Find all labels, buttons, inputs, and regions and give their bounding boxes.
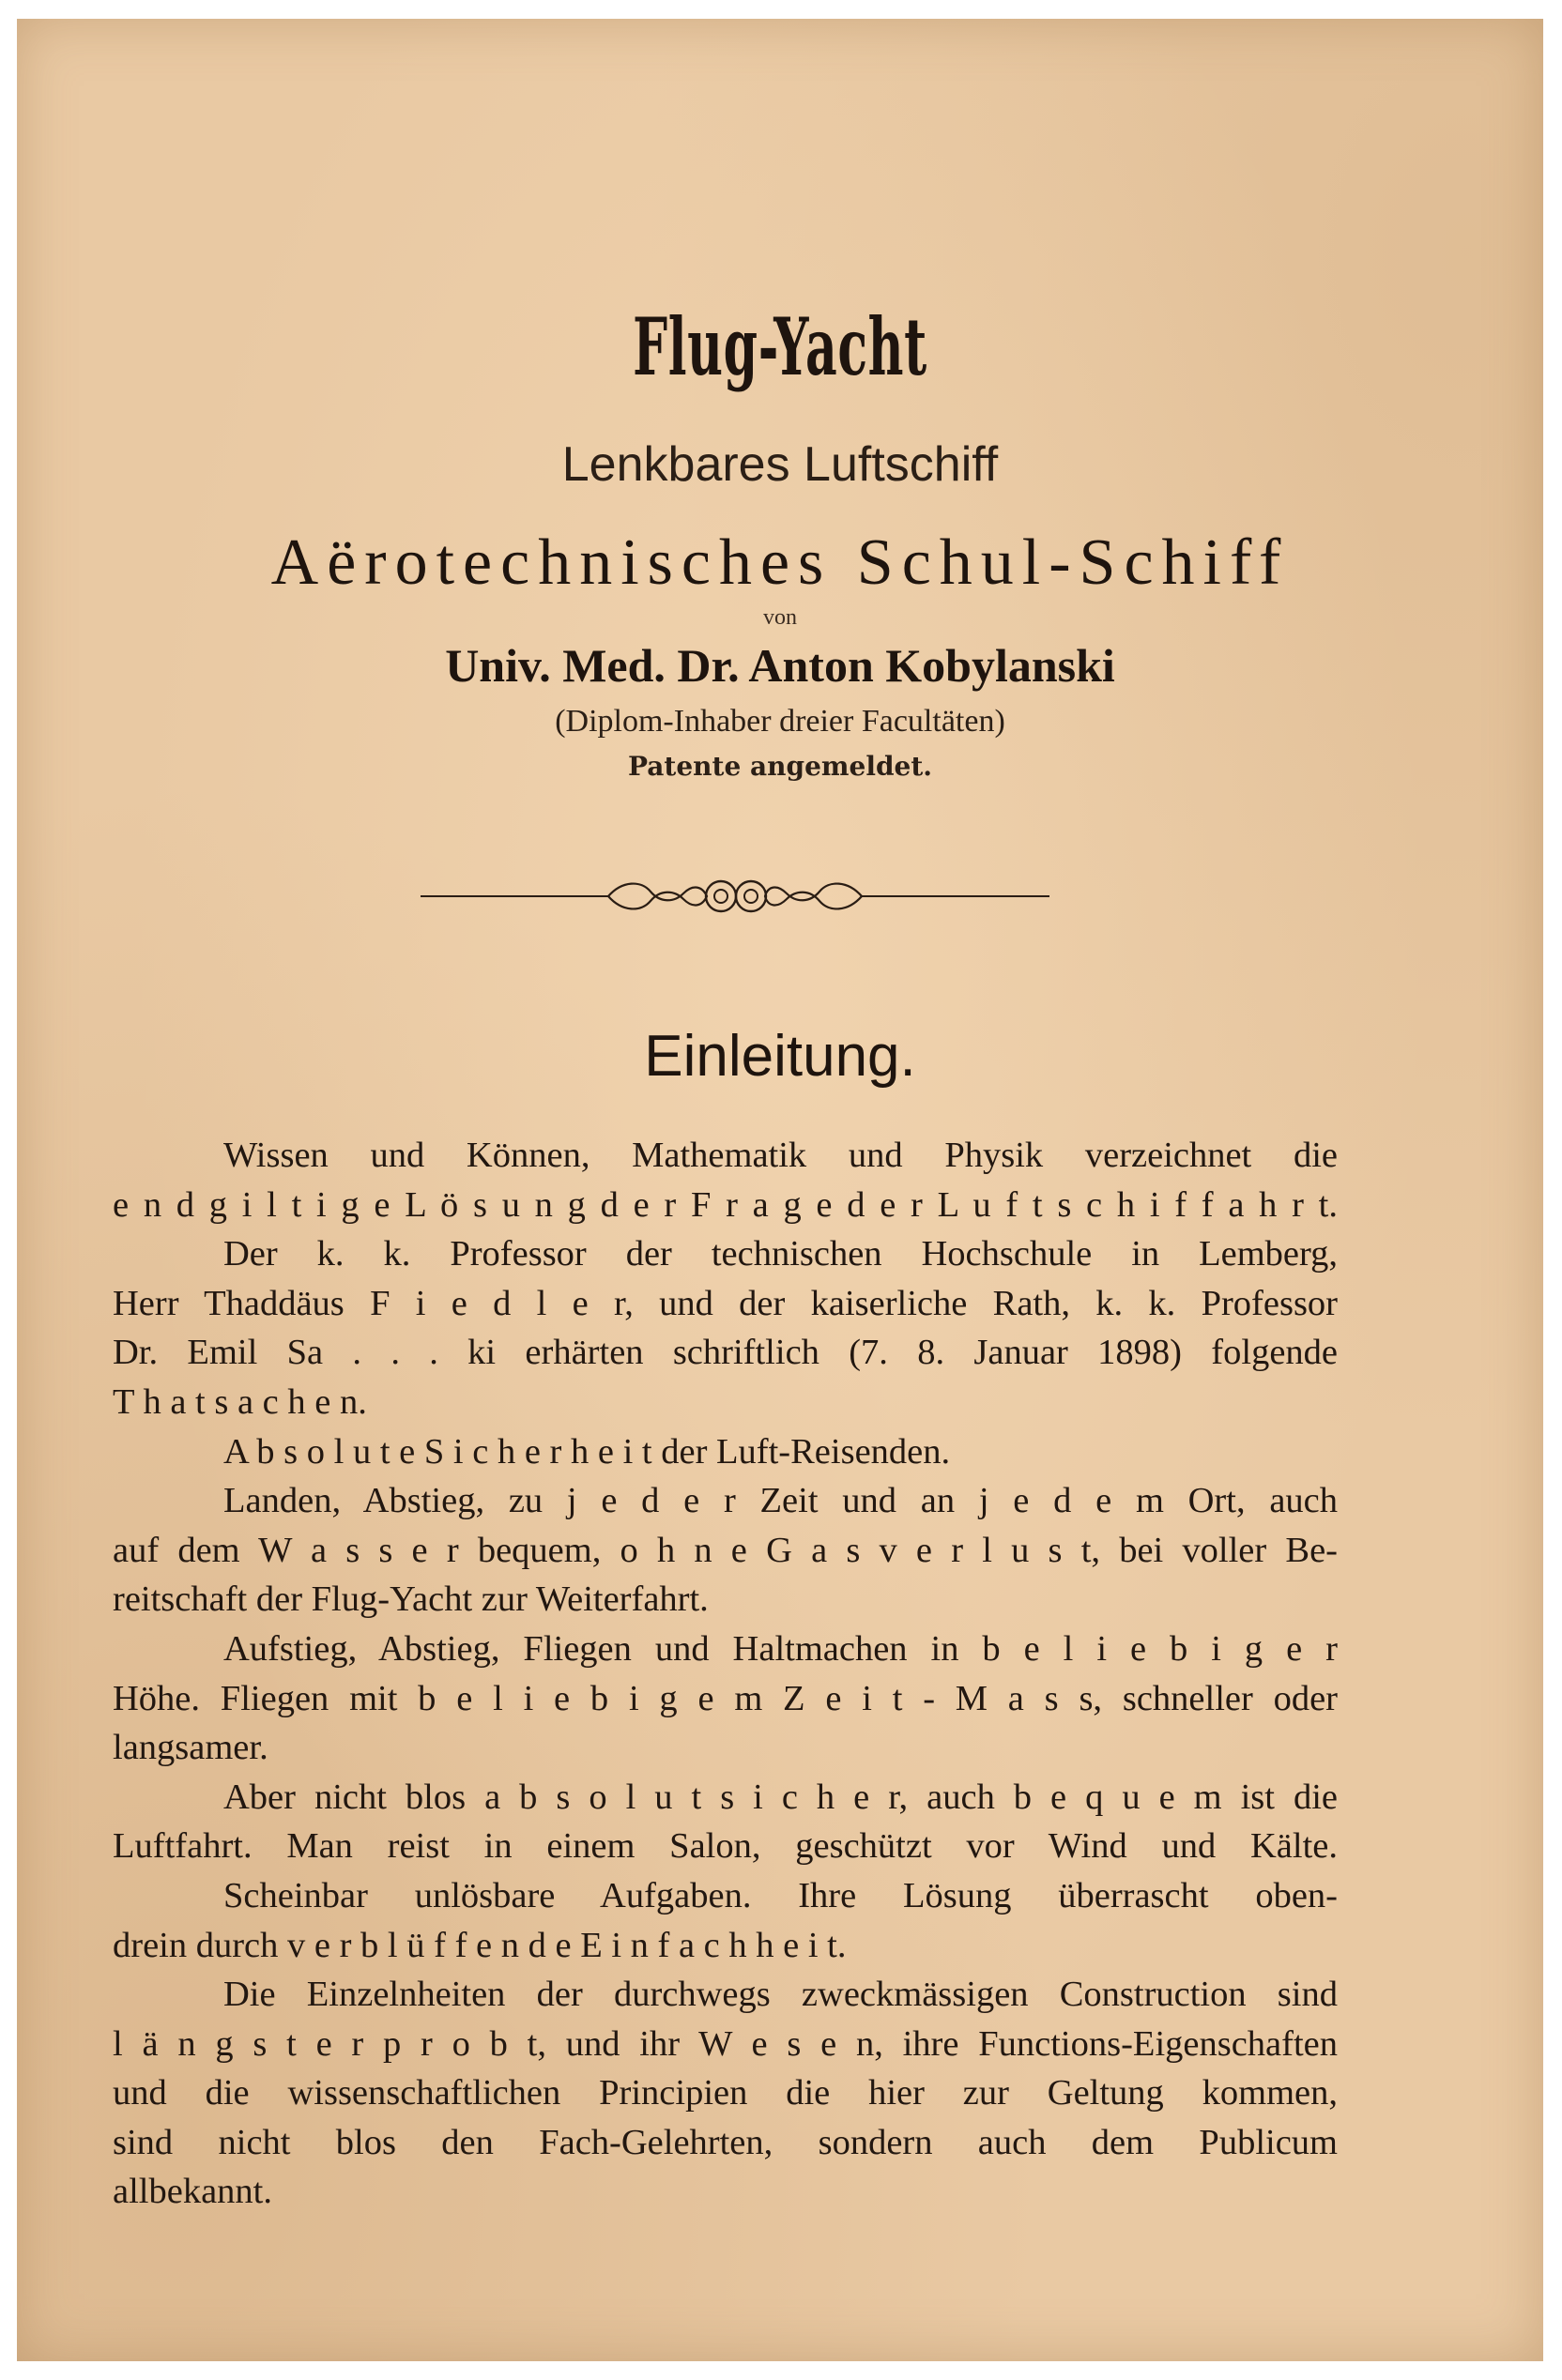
- text-line: Luftfahrt. Man reist in einem Salon, geschützt vor Wind und Kälte.: [113, 1826, 1338, 1867]
- text-line: Die Einzelnheiten der durchwegs zweckmässigen Construction sind: [223, 1975, 1338, 2015]
- text-line: drein durch v e r b l ü f f e n d e E i n f a c h h e i t.: [113, 1925, 847, 1965]
- text-line: sind nicht blos den Fach-Gelehrten, sondern auch dem Publicum: [113, 2122, 1338, 2162]
- text-line: allbekannt.: [113, 2172, 272, 2212]
- text-line: und die wissenschaftlichen Principien die hier zur Geltung kommen,: [113, 2073, 1338, 2113]
- text-line: Aber nicht blos a b s o l u t s i c h e r, auch b e q u e m ist die: [223, 1777, 1338, 1817]
- text-line: T h a t s a c h e n.: [113, 1381, 367, 1422]
- document-page: [17, 19, 1543, 2361]
- author-credentials: (Diplom-Inhaber dreier Facultäten): [555, 704, 1005, 739]
- text-line: langsamer.: [113, 1728, 268, 1768]
- ornament-divider-icon: [421, 873, 1049, 920]
- text-line: Höhe. Fliegen mit b e l i e b i g e m Z e i t - M a s s, schneller oder: [113, 1678, 1338, 1718]
- text-line: l ä n g s t e r p r o b t, und ihr W e s e n, ihre Functions-Eigenschaften: [113, 2023, 1338, 2064]
- text-line: Herr Thaddäus F i e d l e r, und der kaiserliche Rath, k. k. Professor: [113, 1283, 1338, 1323]
- subtitle-lenkbares-luftschiff: Lenkbares Luftschiff: [561, 437, 999, 492]
- body-text: [113, 1131, 1338, 2217]
- text-line: Dr. Emil Sa . . . ki erhärten schriftlich (7. 8. Januar 1898) folgende: [113, 1333, 1338, 1373]
- text-line: auf dem W a s s e r bequem, o h n e G a s v e r l u s t, bei voller Be-: [113, 1530, 1338, 1570]
- subtitle-schul-schiff: Aërotechnisches Schul-Schiff: [270, 526, 1290, 599]
- text-line: reitschaft der Flug-Yacht zur Weiterfahrt.: [113, 1579, 709, 1620]
- text-line: A b s o l u t e S i c h e r h e i t der Luft-Reisenden.: [223, 1431, 951, 1472]
- patent-note: Patente angemeldet.: [627, 751, 933, 782]
- text-line: Scheinbar unlösbare Aufgaben. Ihre Lösung überrascht oben-: [223, 1875, 1338, 1915]
- text-line: Der k. k. Professor der technischen Hochschule in Lemberg,: [223, 1234, 1338, 1274]
- text-line: Aufstieg, Abstieg, Fliegen und Haltmachen in b e l i e b i g e r: [223, 1628, 1338, 1669]
- section-heading: Einleitung.: [644, 1024, 916, 1089]
- text-line: Wissen und Können, Mathematik und Physik verzeichnet die: [223, 1136, 1338, 1175]
- author-name: Univ. Med. Dr. Anton Kobylanski: [445, 639, 1115, 692]
- document-title: Flug-Yacht: [633, 300, 927, 393]
- text-line: Landen, Abstieg, zu j e d e r Zeit und an j e d e m Ort, auch: [223, 1481, 1338, 1521]
- by-label: von: [763, 605, 797, 630]
- text-line: e n d g i l t i g e L ö s u n g d e r F r a g e d e r L u f t s c h i f f a h r t.: [113, 1184, 1338, 1225]
